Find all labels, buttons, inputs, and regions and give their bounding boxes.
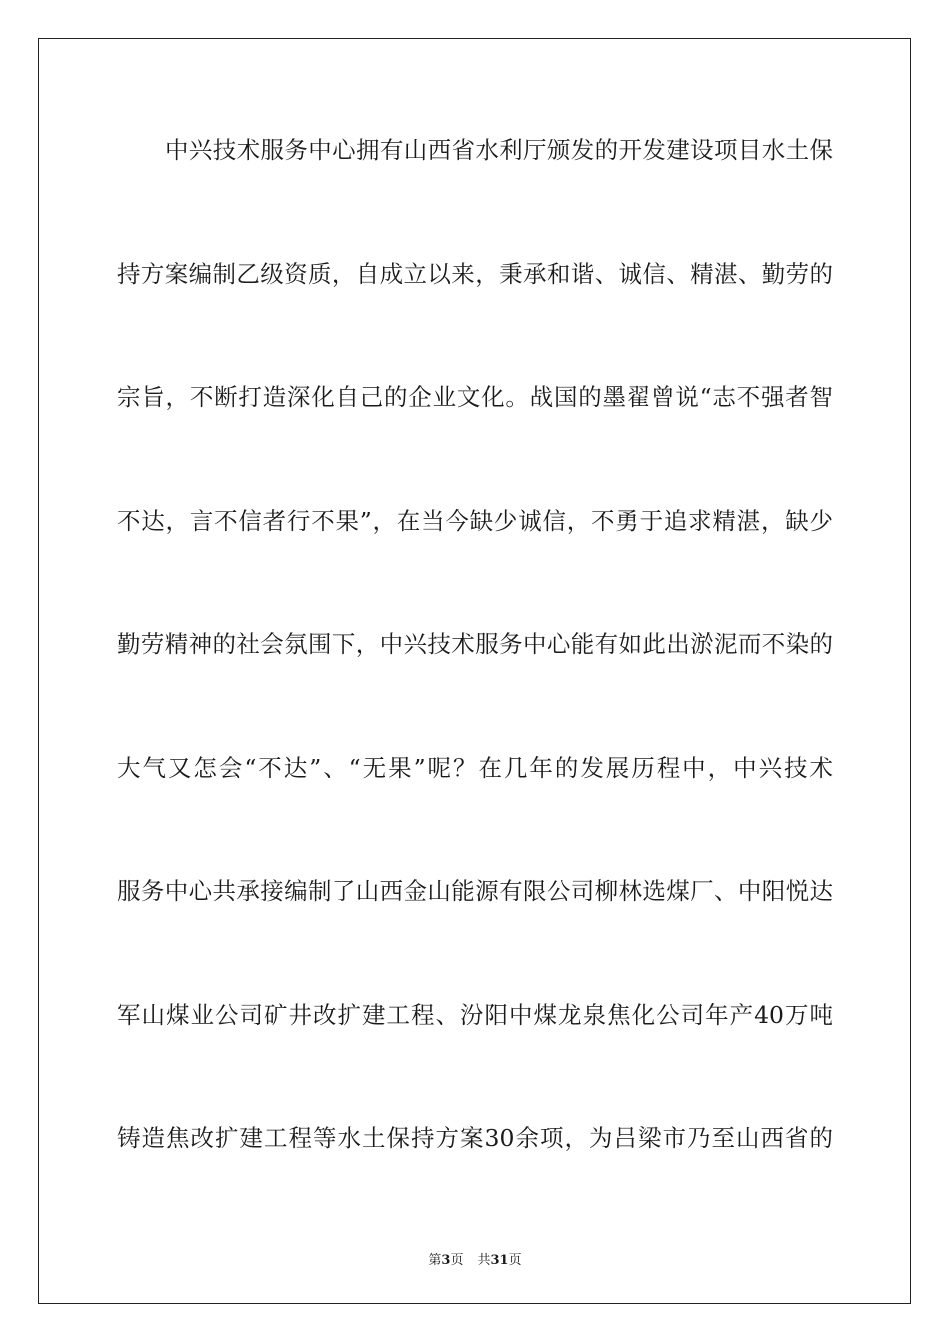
body-text-line-3: 宗旨，不断打造深化自己的企业文化。战国的墨翟曾说“志不强者智 [117,383,833,411]
body-text-line-7: 服务中心共承接编制了山西金山能源有限公司柳林选煤厂、中阳悦达 [117,877,833,905]
footer-page-number: 3 [441,1253,451,1268]
footer-total-pages: 31 [490,1253,509,1268]
body-text-line-2: 持方案编制乙级资质，自成立以来，秉承和谐、诚信、精湛、勤劳的 [117,260,833,288]
page-border [38,38,911,1304]
body-text-line-5: 勤劳精神的社会氛围下，中兴技术服务中心能有如此出淤泥而不染的 [117,630,833,658]
page-footer [0,1249,950,1268]
footer-total-prefix: 共 [477,1253,491,1268]
footer-page-suffix: 页 [450,1253,464,1268]
body-text-line-8: 军山煤业公司矿井改扩建工程、汾阳中煤龙泉焦化公司年产40万吨 [117,1001,833,1029]
body-text-line-9: 铸造焦改扩建工程等水土保持方案30余项，为吕梁市乃至山西省的 [117,1124,833,1152]
body-text-line-6: 大气又怎会“不达”、“无果”呢？在几年的发展历程中，中兴技术 [117,754,833,782]
body-text-line-1: 中兴技术服务中心拥有山西省水利厅颁发的开发建设项目水土保 [165,136,833,164]
footer-total-suffix: 页 [508,1253,522,1268]
body-text-line-4: 不达，言不信者行不果”，在当今缺少诚信，不勇于追求精湛，缺少 [117,507,833,535]
footer-page-prefix: 第 [428,1253,442,1268]
